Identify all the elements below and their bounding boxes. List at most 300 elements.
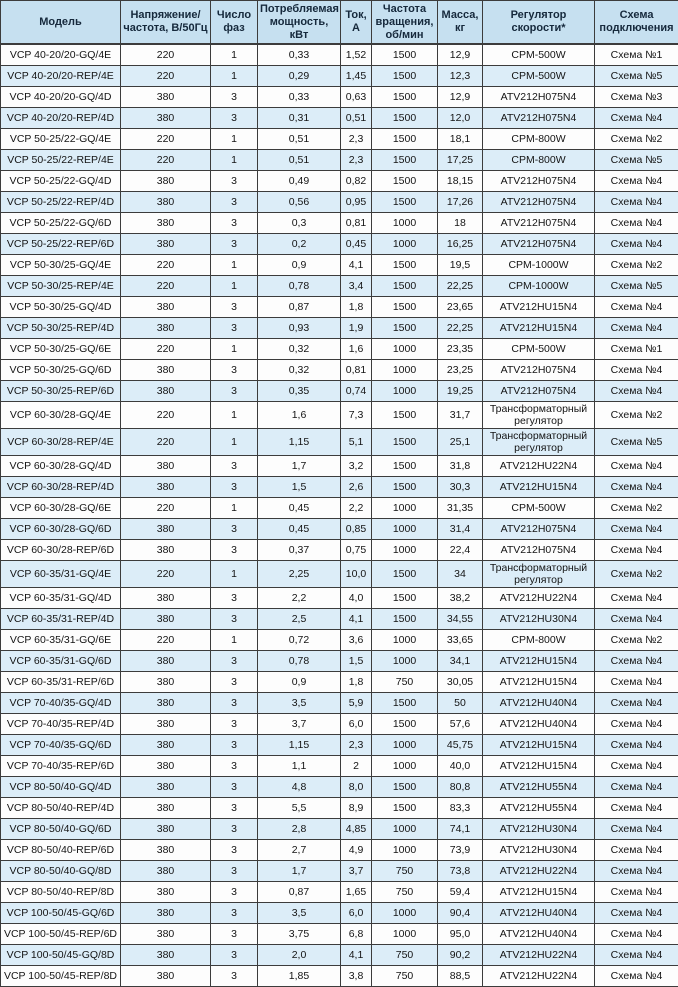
power-cell: 0,78 [258,276,341,297]
regulator-cell: ATV212HU30N4 [483,609,595,630]
rpm-cell: 1000 [372,540,438,561]
table-row [1,66,678,87]
voltage-cell: 380 [121,924,211,945]
current-cell: 2,6 [341,477,372,498]
power-cell: 1,15 [258,735,341,756]
regulator-cell: CPM-800W [483,129,595,150]
current-cell: 1,6 [341,339,372,360]
mass-cell: 80,8 [438,777,483,798]
regulator-cell: CPM-500W [483,498,595,519]
scheme-cell: Схема №5 [595,150,678,171]
mass-cell: 12,9 [438,87,483,108]
voltage-cell: 220 [121,498,211,519]
model-cell: VCP 60-35/31-REP/4D [1,609,121,630]
current-cell: 2,2 [341,498,372,519]
current-cell: 3,4 [341,276,372,297]
phases-cell: 1 [211,498,258,519]
rpm-cell: 1500 [372,609,438,630]
scheme-cell: Схема №2 [595,561,678,588]
table-row [1,402,678,429]
column-header-current: Ток, А [341,1,372,45]
model-cell: VCP 60-30/28-REP/4E [1,429,121,456]
phases-cell: 3 [211,87,258,108]
voltage-cell: 380 [121,192,211,213]
phases-cell: 1 [211,44,258,66]
voltage-cell: 380 [121,318,211,339]
regulator-cell: ATV212H075N4 [483,234,595,255]
current-cell: 8,9 [341,798,372,819]
regulator-cell: CPM-1000W [483,276,595,297]
model-cell: VCP 60-35/31-GQ/4D [1,588,121,609]
phases-cell: 3 [211,840,258,861]
mass-cell: 18 [438,213,483,234]
rpm-cell: 1000 [372,234,438,255]
model-cell: VCP 50-25/22-REP/6D [1,234,121,255]
table-row [1,318,678,339]
mass-cell: 73,9 [438,840,483,861]
regulator-cell: ATV212HU40N4 [483,924,595,945]
voltage-cell: 380 [121,171,211,192]
mass-cell: 88,5 [438,966,483,987]
current-cell: 1,65 [341,882,372,903]
regulator-cell: ATV212HU15N4 [483,318,595,339]
phases-cell: 3 [211,945,258,966]
voltage-cell: 220 [121,129,211,150]
rpm-cell: 1500 [372,192,438,213]
table-row [1,966,678,987]
current-cell: 3,2 [341,456,372,477]
mass-cell: 18,1 [438,129,483,150]
power-cell: 0,35 [258,381,341,402]
model-cell: VCP 50-25/22-REP/4E [1,150,121,171]
regulator-cell: ATV212H075N4 [483,213,595,234]
rpm-cell: 1500 [372,276,438,297]
model-cell: VCP 40-20/20-REP/4E [1,66,121,87]
model-cell: VCP 50-25/22-GQ/6D [1,213,121,234]
current-cell: 3,8 [341,966,372,987]
power-cell: 0,93 [258,318,341,339]
power-cell: 0,37 [258,540,341,561]
model-cell: VCP 40-20/20-REP/4D [1,108,121,129]
scheme-cell: Схема №5 [595,276,678,297]
rpm-cell: 1000 [372,735,438,756]
table-row [1,129,678,150]
header-row [1,1,678,45]
current-cell: 5,1 [341,429,372,456]
power-cell: 1,85 [258,966,341,987]
phases-cell: 1 [211,255,258,276]
rpm-cell: 1500 [372,402,438,429]
phases-cell: 3 [211,882,258,903]
power-cell: 0,87 [258,297,341,318]
phases-cell: 3 [211,756,258,777]
voltage-cell: 380 [121,456,211,477]
table-row [1,735,678,756]
power-cell: 0,32 [258,339,341,360]
column-header-phases: Число фаз [211,1,258,45]
current-cell: 6,8 [341,924,372,945]
current-cell: 1,5 [341,651,372,672]
phases-cell: 3 [211,381,258,402]
phases-cell: 3 [211,672,258,693]
table-row [1,498,678,519]
mass-cell: 95,0 [438,924,483,945]
power-cell: 2,8 [258,819,341,840]
mass-cell: 45,75 [438,735,483,756]
rpm-cell: 1500 [372,255,438,276]
power-cell: 3,75 [258,924,341,945]
mass-cell: 31,7 [438,402,483,429]
regulator-cell: ATV212H075N4 [483,192,595,213]
voltage-cell: 220 [121,561,211,588]
scheme-cell: Схема №4 [595,714,678,735]
model-cell: VCP 80-50/40-REP/8D [1,882,121,903]
table-row [1,171,678,192]
model-cell: VCP 70-40/35-GQ/6D [1,735,121,756]
mass-cell: 30,05 [438,672,483,693]
voltage-cell: 220 [121,150,211,171]
table-row [1,903,678,924]
rpm-cell: 1500 [372,693,438,714]
power-cell: 2,2 [258,588,341,609]
power-cell: 3,5 [258,693,341,714]
current-cell: 0,63 [341,87,372,108]
power-cell: 1,15 [258,429,341,456]
table-row [1,297,678,318]
mass-cell: 23,35 [438,339,483,360]
regulator-cell: ATV212HU15N4 [483,735,595,756]
model-cell: VCP 50-30/25-REP/6D [1,381,121,402]
regulator-cell: ATV212HU22N4 [483,456,595,477]
voltage-cell: 380 [121,945,211,966]
voltage-cell: 380 [121,882,211,903]
rpm-cell: 1500 [372,171,438,192]
scheme-cell: Схема №4 [595,903,678,924]
model-cell: VCP 60-30/28-GQ/6D [1,519,121,540]
current-cell: 1,9 [341,318,372,339]
phases-cell: 3 [211,693,258,714]
power-cell: 1,7 [258,456,341,477]
voltage-cell: 220 [121,255,211,276]
regulator-cell: ATV212HU30N4 [483,819,595,840]
rpm-cell: 1000 [372,819,438,840]
voltage-cell: 220 [121,402,211,429]
scheme-cell: Схема №4 [595,966,678,987]
regulator-cell: CPM-800W [483,150,595,171]
regulator-cell: ATV212HU15N4 [483,882,595,903]
column-header-regulator: Регулятор скорости* [483,1,595,45]
mass-cell: 12,0 [438,108,483,129]
table-row [1,651,678,672]
mass-cell: 18,15 [438,171,483,192]
voltage-cell: 380 [121,360,211,381]
model-cell: VCP 60-35/31-REP/6D [1,672,121,693]
current-cell: 4,9 [341,840,372,861]
regulator-cell: ATV212HU15N4 [483,651,595,672]
scheme-cell: Схема №4 [595,798,678,819]
rpm-cell: 1500 [372,318,438,339]
column-header-scheme: Схема подключения [595,1,678,45]
rpm-cell: 1000 [372,519,438,540]
table-row [1,456,678,477]
table-row [1,519,678,540]
power-cell: 3,7 [258,714,341,735]
table-row [1,192,678,213]
scheme-cell: Схема №4 [595,840,678,861]
scheme-cell: Схема №3 [595,87,678,108]
power-cell: 3,5 [258,903,341,924]
mass-cell: 57,6 [438,714,483,735]
current-cell: 2,3 [341,129,372,150]
mass-cell: 74,1 [438,819,483,840]
rpm-cell: 750 [372,945,438,966]
model-cell: VCP 60-30/28-REP/6D [1,540,121,561]
power-cell: 0,9 [258,255,341,276]
regulator-cell: ATV212HU40N4 [483,903,595,924]
model-cell: VCP 50-30/25-REP/4D [1,318,121,339]
mass-cell: 19,25 [438,381,483,402]
rpm-cell: 750 [372,882,438,903]
mass-cell: 25,1 [438,429,483,456]
mass-cell: 22,4 [438,540,483,561]
phases-cell: 1 [211,66,258,87]
rpm-cell: 1500 [372,798,438,819]
scheme-cell: Схема №4 [595,108,678,129]
regulator-cell: ATV212H075N4 [483,171,595,192]
scheme-cell: Схема №4 [595,456,678,477]
phases-cell: 3 [211,456,258,477]
table-row [1,609,678,630]
scheme-cell: Схема №4 [595,297,678,318]
regulator-cell: ATV212HU22N4 [483,588,595,609]
rpm-cell: 1500 [372,429,438,456]
scheme-cell: Схема №1 [595,44,678,66]
rpm-cell: 1500 [372,129,438,150]
power-cell: 5,5 [258,798,341,819]
model-cell: VCP 50-30/25-REP/4E [1,276,121,297]
regulator-cell: Трансформаторный регулятор [483,561,595,588]
model-cell: VCP 50-25/22-GQ/4E [1,129,121,150]
current-cell: 0,82 [341,171,372,192]
scheme-cell: Схема №4 [595,861,678,882]
rpm-cell: 1500 [372,777,438,798]
table-row [1,339,678,360]
current-cell: 10,0 [341,561,372,588]
regulator-cell: ATV212HU55N4 [483,798,595,819]
scheme-cell: Схема №4 [595,477,678,498]
scheme-cell: Схема №2 [595,255,678,276]
scheme-cell: Схема №4 [595,693,678,714]
power-cell: 1,6 [258,402,341,429]
table-row [1,381,678,402]
phases-cell: 1 [211,150,258,171]
voltage-cell: 380 [121,609,211,630]
current-cell: 0,81 [341,213,372,234]
table-row [1,840,678,861]
current-cell: 4,85 [341,819,372,840]
voltage-cell: 380 [121,840,211,861]
model-cell: VCP 60-35/31-GQ/6E [1,630,121,651]
model-cell: VCP 100-50/45-REP/8D [1,966,121,987]
table-row [1,630,678,651]
voltage-cell: 380 [121,693,211,714]
phases-cell: 3 [211,318,258,339]
regulator-cell: ATV212H075N4 [483,519,595,540]
regulator-cell: Трансформаторный регулятор [483,429,595,456]
rpm-cell: 750 [372,861,438,882]
rpm-cell: 1500 [372,561,438,588]
current-cell: 0,95 [341,192,372,213]
mass-cell: 12,9 [438,44,483,66]
table-row [1,819,678,840]
rpm-cell: 1000 [372,756,438,777]
model-cell: VCP 100-50/45-GQ/6D [1,903,121,924]
column-header-rpm: Частота вращения, об/мин [372,1,438,45]
mass-cell: 90,4 [438,903,483,924]
scheme-cell: Схема №1 [595,339,678,360]
phases-cell: 3 [211,735,258,756]
phases-cell: 3 [211,297,258,318]
model-cell: VCP 70-40/35-GQ/4D [1,693,121,714]
voltage-cell: 380 [121,234,211,255]
rpm-cell: 1000 [372,651,438,672]
table-row [1,882,678,903]
voltage-cell: 380 [121,735,211,756]
phases-cell: 3 [211,519,258,540]
mass-cell: 73,8 [438,861,483,882]
current-cell: 0,51 [341,108,372,129]
current-cell: 0,45 [341,234,372,255]
voltage-cell: 380 [121,297,211,318]
model-cell: VCP 50-30/25-GQ/4E [1,255,121,276]
phases-cell: 3 [211,477,258,498]
model-cell: VCP 70-40/35-REP/4D [1,714,121,735]
regulator-cell: CPM-500W [483,44,595,66]
model-cell: VCP 80-50/40-GQ/8D [1,861,121,882]
regulator-cell: ATV212HU15N4 [483,297,595,318]
mass-cell: 12,3 [438,66,483,87]
scheme-cell: Схема №2 [595,630,678,651]
scheme-cell: Схема №4 [595,318,678,339]
phases-cell: 3 [211,171,258,192]
phases-cell: 3 [211,903,258,924]
column-header-power: Потребляемая мощность, кВт [258,1,341,45]
power-cell: 1,7 [258,861,341,882]
voltage-cell: 380 [121,966,211,987]
table-row [1,255,678,276]
model-cell: VCP 80-50/40-REP/4D [1,798,121,819]
power-cell: 0,45 [258,519,341,540]
mass-cell: 19,5 [438,255,483,276]
power-cell: 1,5 [258,477,341,498]
power-cell: 0,31 [258,108,341,129]
scheme-cell: Схема №4 [595,234,678,255]
table-row [1,44,678,66]
model-cell: VCP 50-30/25-GQ/6E [1,339,121,360]
phases-cell: 3 [211,360,258,381]
scheme-cell: Схема №4 [595,777,678,798]
phases-cell: 3 [211,714,258,735]
regulator-cell: CPM-500W [483,339,595,360]
rpm-cell: 750 [372,966,438,987]
model-cell: VCP 60-30/28-GQ/4E [1,402,121,429]
power-cell: 0,45 [258,498,341,519]
scheme-cell: Схема №2 [595,498,678,519]
power-cell: 0,3 [258,213,341,234]
regulator-cell: ATV212H075N4 [483,108,595,129]
mass-cell: 17,26 [438,192,483,213]
regulator-cell: ATV212HU40N4 [483,714,595,735]
phases-cell: 3 [211,540,258,561]
regulator-cell: ATV212HU30N4 [483,840,595,861]
power-cell: 0,49 [258,171,341,192]
model-cell: VCP 100-50/45-REP/6D [1,924,121,945]
scheme-cell: Схема №4 [595,588,678,609]
phases-cell: 3 [211,213,258,234]
phases-cell: 1 [211,129,258,150]
table-row [1,798,678,819]
mass-cell: 34,55 [438,609,483,630]
model-cell: VCP 40-20/20-GQ/4E [1,44,121,66]
power-cell: 2,7 [258,840,341,861]
scheme-cell: Схема №4 [595,924,678,945]
scheme-cell: Схема №5 [595,429,678,456]
power-cell: 2,25 [258,561,341,588]
rpm-cell: 1500 [372,456,438,477]
rpm-cell: 1000 [372,381,438,402]
power-cell: 2,5 [258,609,341,630]
current-cell: 4,0 [341,588,372,609]
regulator-cell: Трансформаторный регулятор [483,402,595,429]
power-cell: 4,8 [258,777,341,798]
rpm-cell: 1000 [372,840,438,861]
rpm-cell: 1500 [372,44,438,66]
voltage-cell: 380 [121,714,211,735]
voltage-cell: 380 [121,540,211,561]
current-cell: 0,74 [341,381,372,402]
model-cell: VCP 70-40/35-REP/6D [1,756,121,777]
scheme-cell: Схема №5 [595,66,678,87]
mass-cell: 34,1 [438,651,483,672]
phases-cell: 3 [211,798,258,819]
voltage-cell: 380 [121,861,211,882]
scheme-cell: Схема №2 [595,402,678,429]
scheme-cell: Схема №4 [595,651,678,672]
column-header-mass: Масса, кг [438,1,483,45]
scheme-cell: Схема №4 [595,192,678,213]
current-cell: 2,3 [341,735,372,756]
current-cell: 0,81 [341,360,372,381]
table-row [1,276,678,297]
voltage-cell: 220 [121,339,211,360]
column-header-model: Модель [1,1,121,45]
rpm-cell: 1000 [372,360,438,381]
rpm-cell: 1000 [372,630,438,651]
scheme-cell: Схема №4 [595,213,678,234]
phases-cell: 3 [211,924,258,945]
table-row [1,861,678,882]
rpm-cell: 1500 [372,714,438,735]
current-cell: 4,1 [341,255,372,276]
regulator-cell: ATV212HU15N4 [483,672,595,693]
power-cell: 2,0 [258,945,341,966]
voltage-cell: 380 [121,519,211,540]
scheme-cell: Схема №4 [595,171,678,192]
power-cell: 0,9 [258,672,341,693]
scheme-cell: Схема №2 [595,129,678,150]
model-cell: VCP 60-30/28-GQ/6E [1,498,121,519]
model-cell: VCP 80-50/40-GQ/6D [1,819,121,840]
